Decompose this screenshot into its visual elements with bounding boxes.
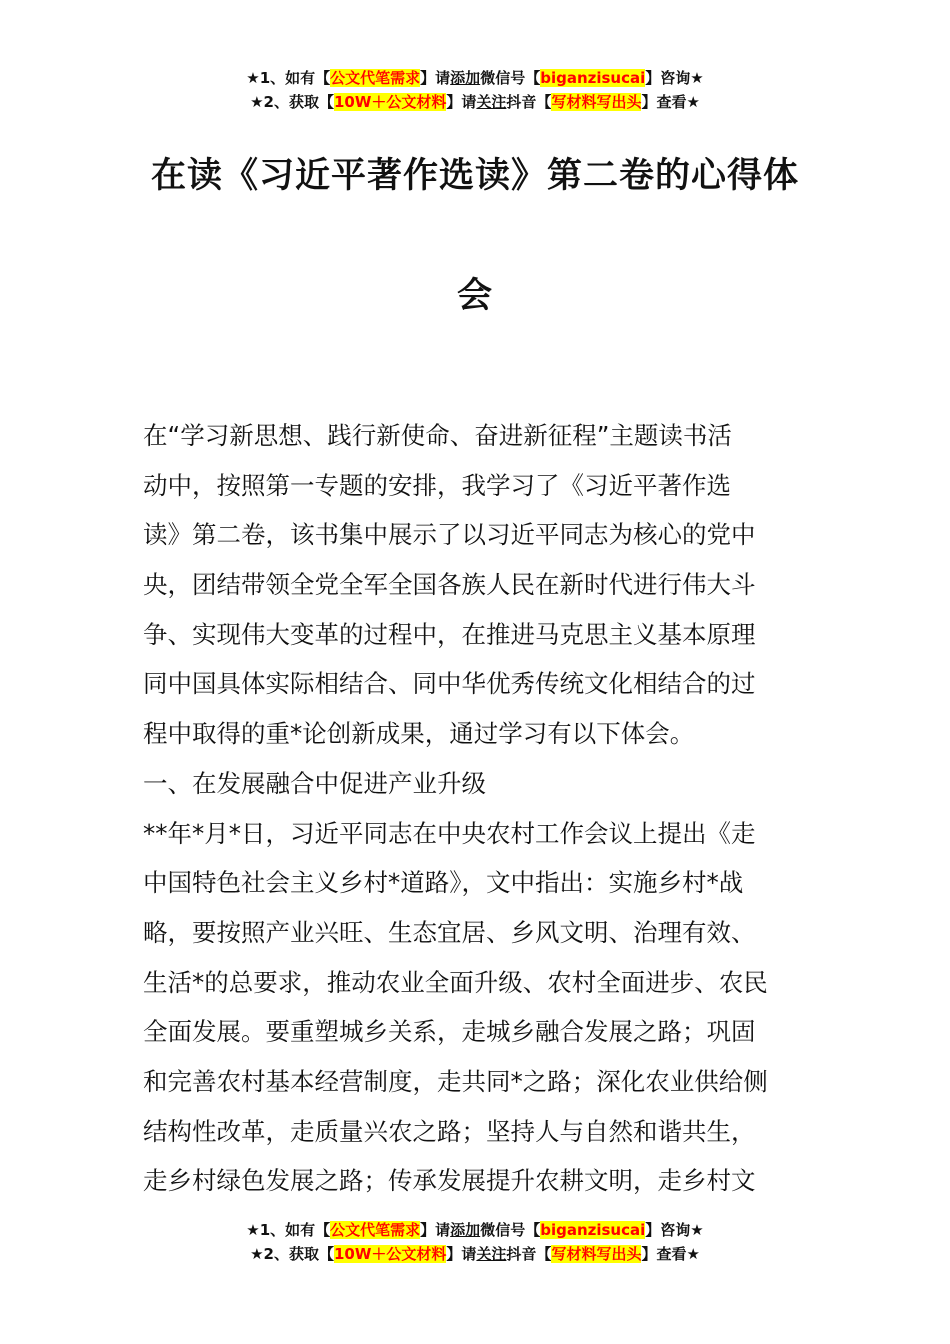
- body-line: 生活*的总要求，推动农业全面升级、农村全面进步、农民: [143, 967, 768, 997]
- header-banner: [0, 66, 950, 114]
- banner-line-2: [0, 1242, 950, 1266]
- banner-text: 】请: [420, 69, 451, 87]
- body-line: 略，要按照产业兴旺、生态宜居、乡风文明、治理有效、: [143, 917, 756, 947]
- underlined-text: 添加: [450, 69, 481, 87]
- banner-text: 】查看: [641, 93, 687, 111]
- banner-line-1: [0, 66, 950, 90]
- body-line: 程中取得的重*论创新成果，通过学习有以下体会。: [143, 719, 695, 749]
- body-line: **年*月*日，习近平同志在中央农村工作会议上提出《走: [143, 818, 756, 848]
- highlight-wechat-id: biganzisucai: [540, 1221, 646, 1239]
- banner-line-1: [0, 1218, 950, 1242]
- banner-text: 2、获取【: [263, 93, 334, 111]
- banner-text: 】请: [446, 1245, 477, 1263]
- body-line: 全面发展。要重塑城乡关系，走城乡融合发展之路；巩固: [143, 1017, 756, 1047]
- body-line: 读》第二卷，该书集中展示了以习近平同志为核心的党中: [143, 520, 756, 550]
- banner-text: 1、如有【: [259, 69, 331, 87]
- banner-text: 】咨询: [645, 1221, 691, 1239]
- banner-text: 微信号【: [480, 69, 541, 87]
- document-title-line-2: 会: [456, 276, 493, 316]
- star-icon: ★: [690, 69, 704, 87]
- highlight-materials: 10W＋公文材料: [333, 1245, 447, 1263]
- underlined-text: 关注: [476, 1245, 507, 1263]
- star-icon: ★: [690, 1221, 704, 1239]
- banner-text: 】请: [446, 93, 477, 111]
- document-body: [143, 411, 809, 1206]
- body-line: 争、实现伟大变革的过程中，在推进马克思主义基本原理: [143, 619, 756, 649]
- star-icon: ★: [686, 93, 700, 111]
- body-line: 央，团结带领全党全军全国各族人民在新时代进行伟大斗: [143, 570, 756, 600]
- highlight-douyin: 写材料写出头: [551, 93, 642, 111]
- star-icon: ★: [250, 93, 264, 111]
- banner-line-2: [0, 90, 950, 114]
- highlight-wechat-id: biganzisucai: [540, 69, 646, 87]
- star-icon: ★: [250, 1245, 264, 1263]
- body-line: 走乡村绿色发展之路；传承发展提升农耕文明，走乡村文: [143, 1166, 756, 1196]
- body-line: 中国特色社会主义乡村*道路》，文中指出：实施乡村*战: [143, 868, 744, 898]
- banner-text: 2、获取【: [263, 1245, 334, 1263]
- body-line: 在“学习新思想、践行新使命、奋进新征程”主题读书活: [143, 421, 732, 450]
- banner-text: 1、如有【: [259, 1221, 331, 1239]
- highlight-service: 公文代笔需求: [330, 1221, 421, 1239]
- highlight-service: 公文代笔需求: [330, 69, 421, 87]
- body-line: 动中，按照第一专题的安排，我学习了《习近平著作选: [143, 470, 731, 500]
- body-line: 同中国具体实际相结合、同中华优秀传统文化相结合的过: [143, 669, 756, 699]
- banner-text: 抖音【: [506, 93, 552, 111]
- banner-text: 抖音【: [506, 1245, 552, 1263]
- star-icon: ★: [246, 1221, 260, 1239]
- body-line: 和完善农村基本经营制度，走共同*之路；深化农业供给侧: [143, 1066, 768, 1096]
- section-heading: 一、在发展融合中促进产业升级: [143, 768, 486, 798]
- body-line: 结构性改革，走质量兴农之路；坚持人与自然和谐共生，: [143, 1116, 756, 1146]
- document-title-line-1: 在读《习近平著作选读》第二卷的心得体: [150, 156, 799, 196]
- banner-text: 微信号【: [480, 1221, 541, 1239]
- banner-text: 】咨询: [645, 69, 691, 87]
- star-icon: ★: [686, 1245, 700, 1263]
- highlight-douyin: 写材料写出头: [551, 1245, 642, 1263]
- banner-text: 】请: [420, 1221, 451, 1239]
- underlined-text: 添加: [450, 1221, 481, 1239]
- footer-banner: [0, 1218, 950, 1266]
- underlined-text: 关注: [476, 93, 507, 111]
- banner-text: 】查看: [641, 1245, 687, 1263]
- star-icon: ★: [246, 69, 260, 87]
- highlight-materials: 10W＋公文材料: [333, 93, 447, 111]
